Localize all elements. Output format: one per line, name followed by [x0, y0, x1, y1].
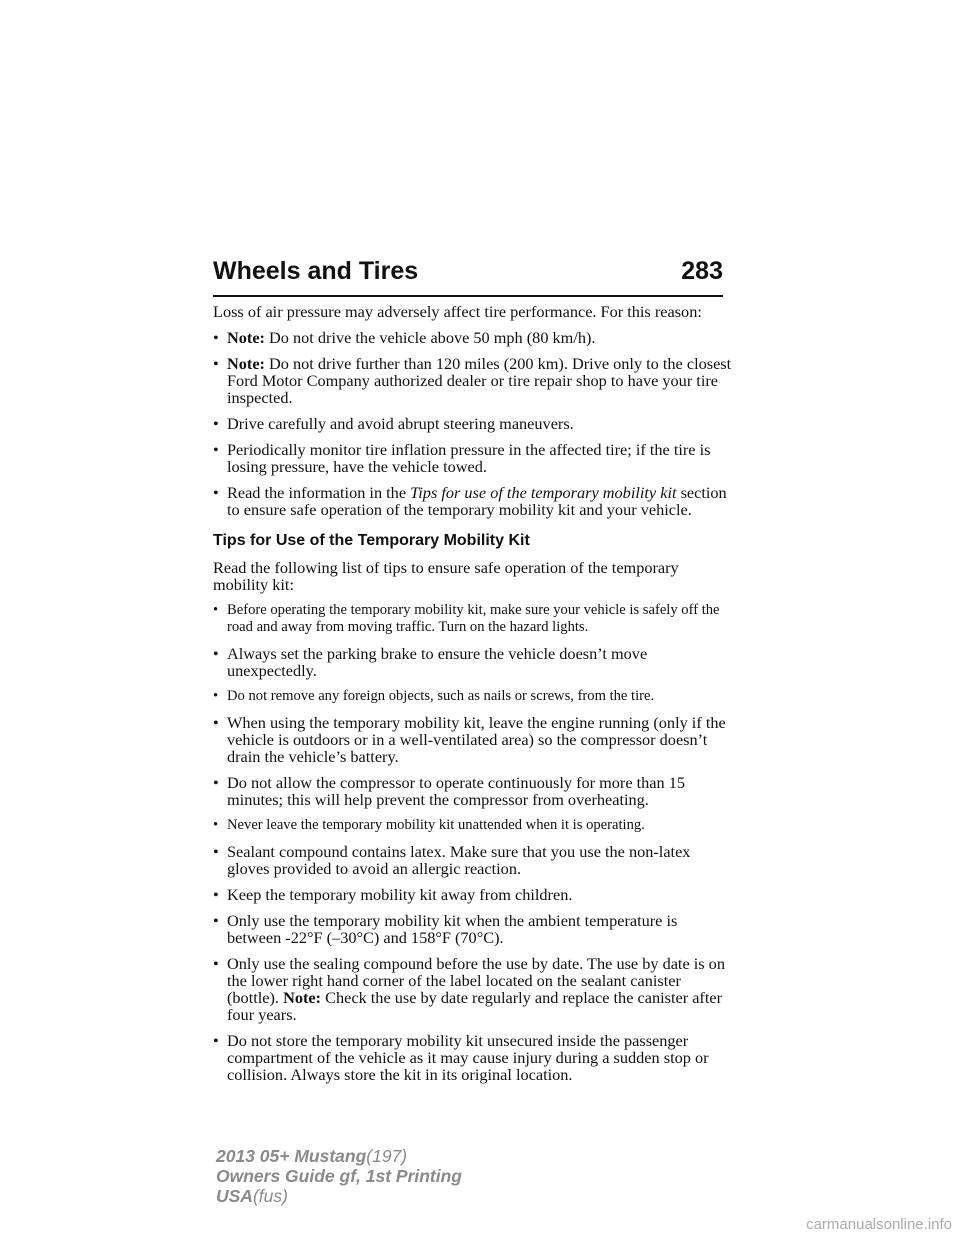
footer-market-code: (fus) [252, 1186, 288, 1206]
page-number: 283 [681, 257, 723, 285]
item-text: When using the temporary mobility kit, leave the engine running (only if the vehicle is outdoors or in a well-ventilated area) so the compressor doesn’t drain the vehicle’s battery. [227, 713, 726, 766]
list-item [213, 484, 733, 518]
list-item [213, 886, 733, 903]
section-title: Wheels and Tires [213, 257, 419, 285]
bullet: • [213, 354, 219, 373]
item-text: Do not drive the vehicle above 50 mph (80 km/h). [269, 328, 596, 347]
item-text: Periodically monitor tire inflation pressure in the affected tire; if the tire is losing pressure, have the vehicle towed. [227, 440, 711, 476]
bullet: • [213, 911, 219, 930]
item-text: Drive carefully and avoid abrupt steering maneuvers. [227, 414, 574, 433]
list-item [213, 441, 733, 475]
list-item [213, 1032, 733, 1083]
list-item [213, 774, 733, 808]
note-label: Note: [227, 328, 265, 347]
item-text: Only use the sealing compound before the use by date. The use by date is on the lower right hand corner of the label located on the sealant canister (bottle). [227, 954, 725, 1007]
bullet: • [213, 842, 219, 861]
list-item [213, 714, 733, 765]
note-label: Note: [227, 354, 265, 373]
page-body [213, 303, 733, 1092]
bullet: • [213, 954, 219, 973]
bullet: • [213, 414, 219, 433]
footer-line-2: Owners Guide gf, 1st Printing [216, 1166, 462, 1186]
header-divider [213, 295, 723, 297]
item-text: Always set the parking brake to ensure the vehicle doesn’t move unexpectedly. [227, 644, 648, 680]
item-text: Do not remove any foreign objects, such as nails or screws, from the tire. [227, 688, 655, 704]
item-text: Before operating the temporary mobility kit, make sure your vehicle is safely off the road and away from moving traffic. Turn on the hazard lights. [227, 602, 720, 635]
tips-list [213, 602, 733, 1083]
item-text: Check the use by date regularly and replace the canister after four years. [227, 988, 723, 1024]
bullet: • [213, 713, 219, 732]
bullet: • [213, 440, 219, 459]
footer-model: 2013 05+ Mustang [216, 1146, 367, 1166]
note-label: Note: [283, 988, 322, 1007]
list-item [213, 817, 733, 834]
list-item [213, 415, 733, 432]
section-heading: Tips for Use of the Temporary Mobility Kit [213, 532, 530, 549]
page-header [213, 257, 723, 291]
list-item [213, 843, 733, 877]
item-text: Do not allow the compressor to operate continuously for more than 15 minutes; this will help prevent the compressor from overheating. [227, 773, 686, 809]
bullet: • [213, 1031, 219, 1050]
bullet: • [213, 773, 219, 792]
footer-model-code: (197) [366, 1146, 408, 1166]
item-text: Do not drive further than 120 miles (200 km). Drive only to the closest Ford Motor Company authorized dealer or tire repair shop to have your tire inspected. [227, 354, 732, 407]
bullet: • [213, 885, 219, 904]
item-text: Do not store the temporary mobility kit unsecured inside the passenger compartment of the vehicle as it may cause injury during a sudden stop or collision. Always store the kit in its original location. [227, 1031, 709, 1084]
section-intro: Read the following list of tips to ensure safe operation of the temporary mobility kit: [213, 558, 679, 594]
bullet: • [213, 328, 219, 347]
bullet: • [213, 602, 219, 618]
bullet: • [213, 817, 219, 833]
item-text: section to ensure safe operation of the temporary mobility kit and your vehicle. [227, 483, 727, 519]
list-item [213, 355, 733, 406]
list-item [213, 602, 733, 636]
list-item [213, 688, 733, 705]
list-item [213, 329, 733, 346]
item-text: Read the information in the [227, 483, 407, 502]
item-text: Keep the temporary mobility kit away from children. [227, 885, 573, 904]
section-reference: Tips for use of the temporary mobility kit [410, 483, 677, 502]
list-item [213, 955, 733, 1023]
intro-paragraph: Loss of air pressure may adversely affect tire performance. For this reason: [213, 302, 702, 321]
list-item [213, 912, 733, 946]
list-item [213, 645, 733, 679]
bullet: • [213, 644, 219, 663]
footer-market: USA [216, 1186, 253, 1206]
item-text: Only use the temporary mobility kit when the ambient temperature is between -22°F (–30°C) and 158°F (70°C). [227, 911, 678, 947]
print-footer [216, 1146, 462, 1206]
pressure-loss-list [213, 329, 733, 518]
bullet: • [213, 483, 219, 502]
footer-line-1 [216, 1146, 462, 1166]
item-text: Never leave the temporary mobility kit unattended when it is operating. [227, 817, 645, 833]
footer-line-3 [216, 1186, 462, 1206]
site-watermark: carmanualsonline.info [806, 1216, 952, 1233]
item-text: Sealant compound contains latex. Make sure that you use the non-latex gloves provided to avoid an allergic reaction. [227, 842, 691, 878]
bullet: • [213, 688, 219, 704]
